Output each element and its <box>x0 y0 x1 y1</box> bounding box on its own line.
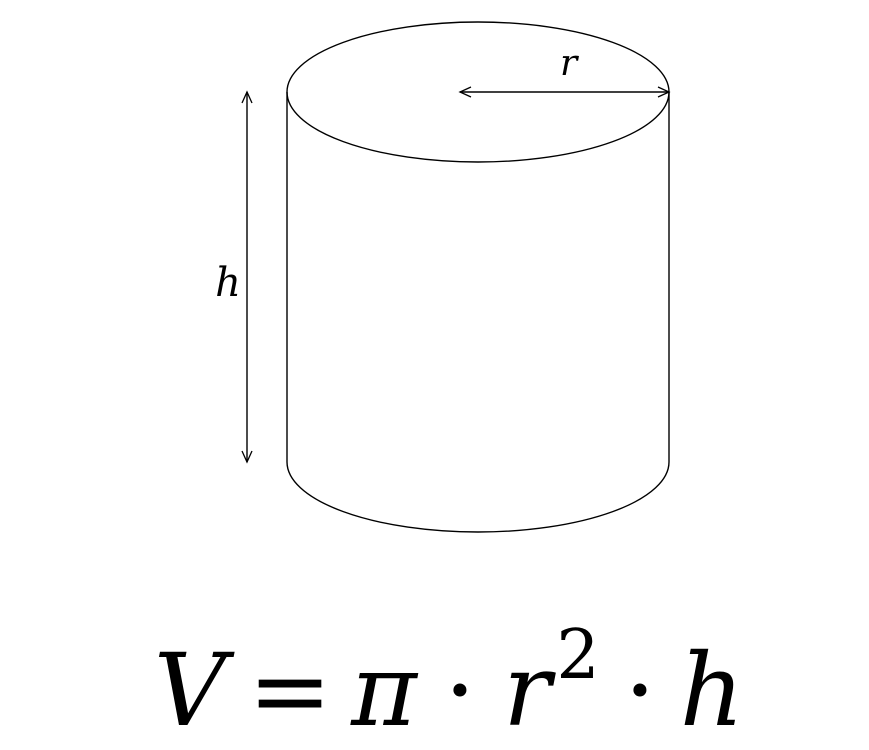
formula-dot-2: · <box>624 632 656 749</box>
volume-formula <box>154 616 744 749</box>
formula-equals: = <box>248 632 332 749</box>
radius-label: r <box>560 43 578 84</box>
height-label: h <box>215 260 241 306</box>
formula-h: h <box>679 632 745 749</box>
formula-pi: π <box>351 632 417 749</box>
cylinder-bottom-arc <box>287 462 669 532</box>
formula-exponent: 2 <box>556 616 600 695</box>
cylinder <box>287 22 669 532</box>
formula-lhs: V <box>153 632 227 749</box>
formula-dot-1: · <box>444 632 476 749</box>
formula-r: r <box>503 632 551 749</box>
